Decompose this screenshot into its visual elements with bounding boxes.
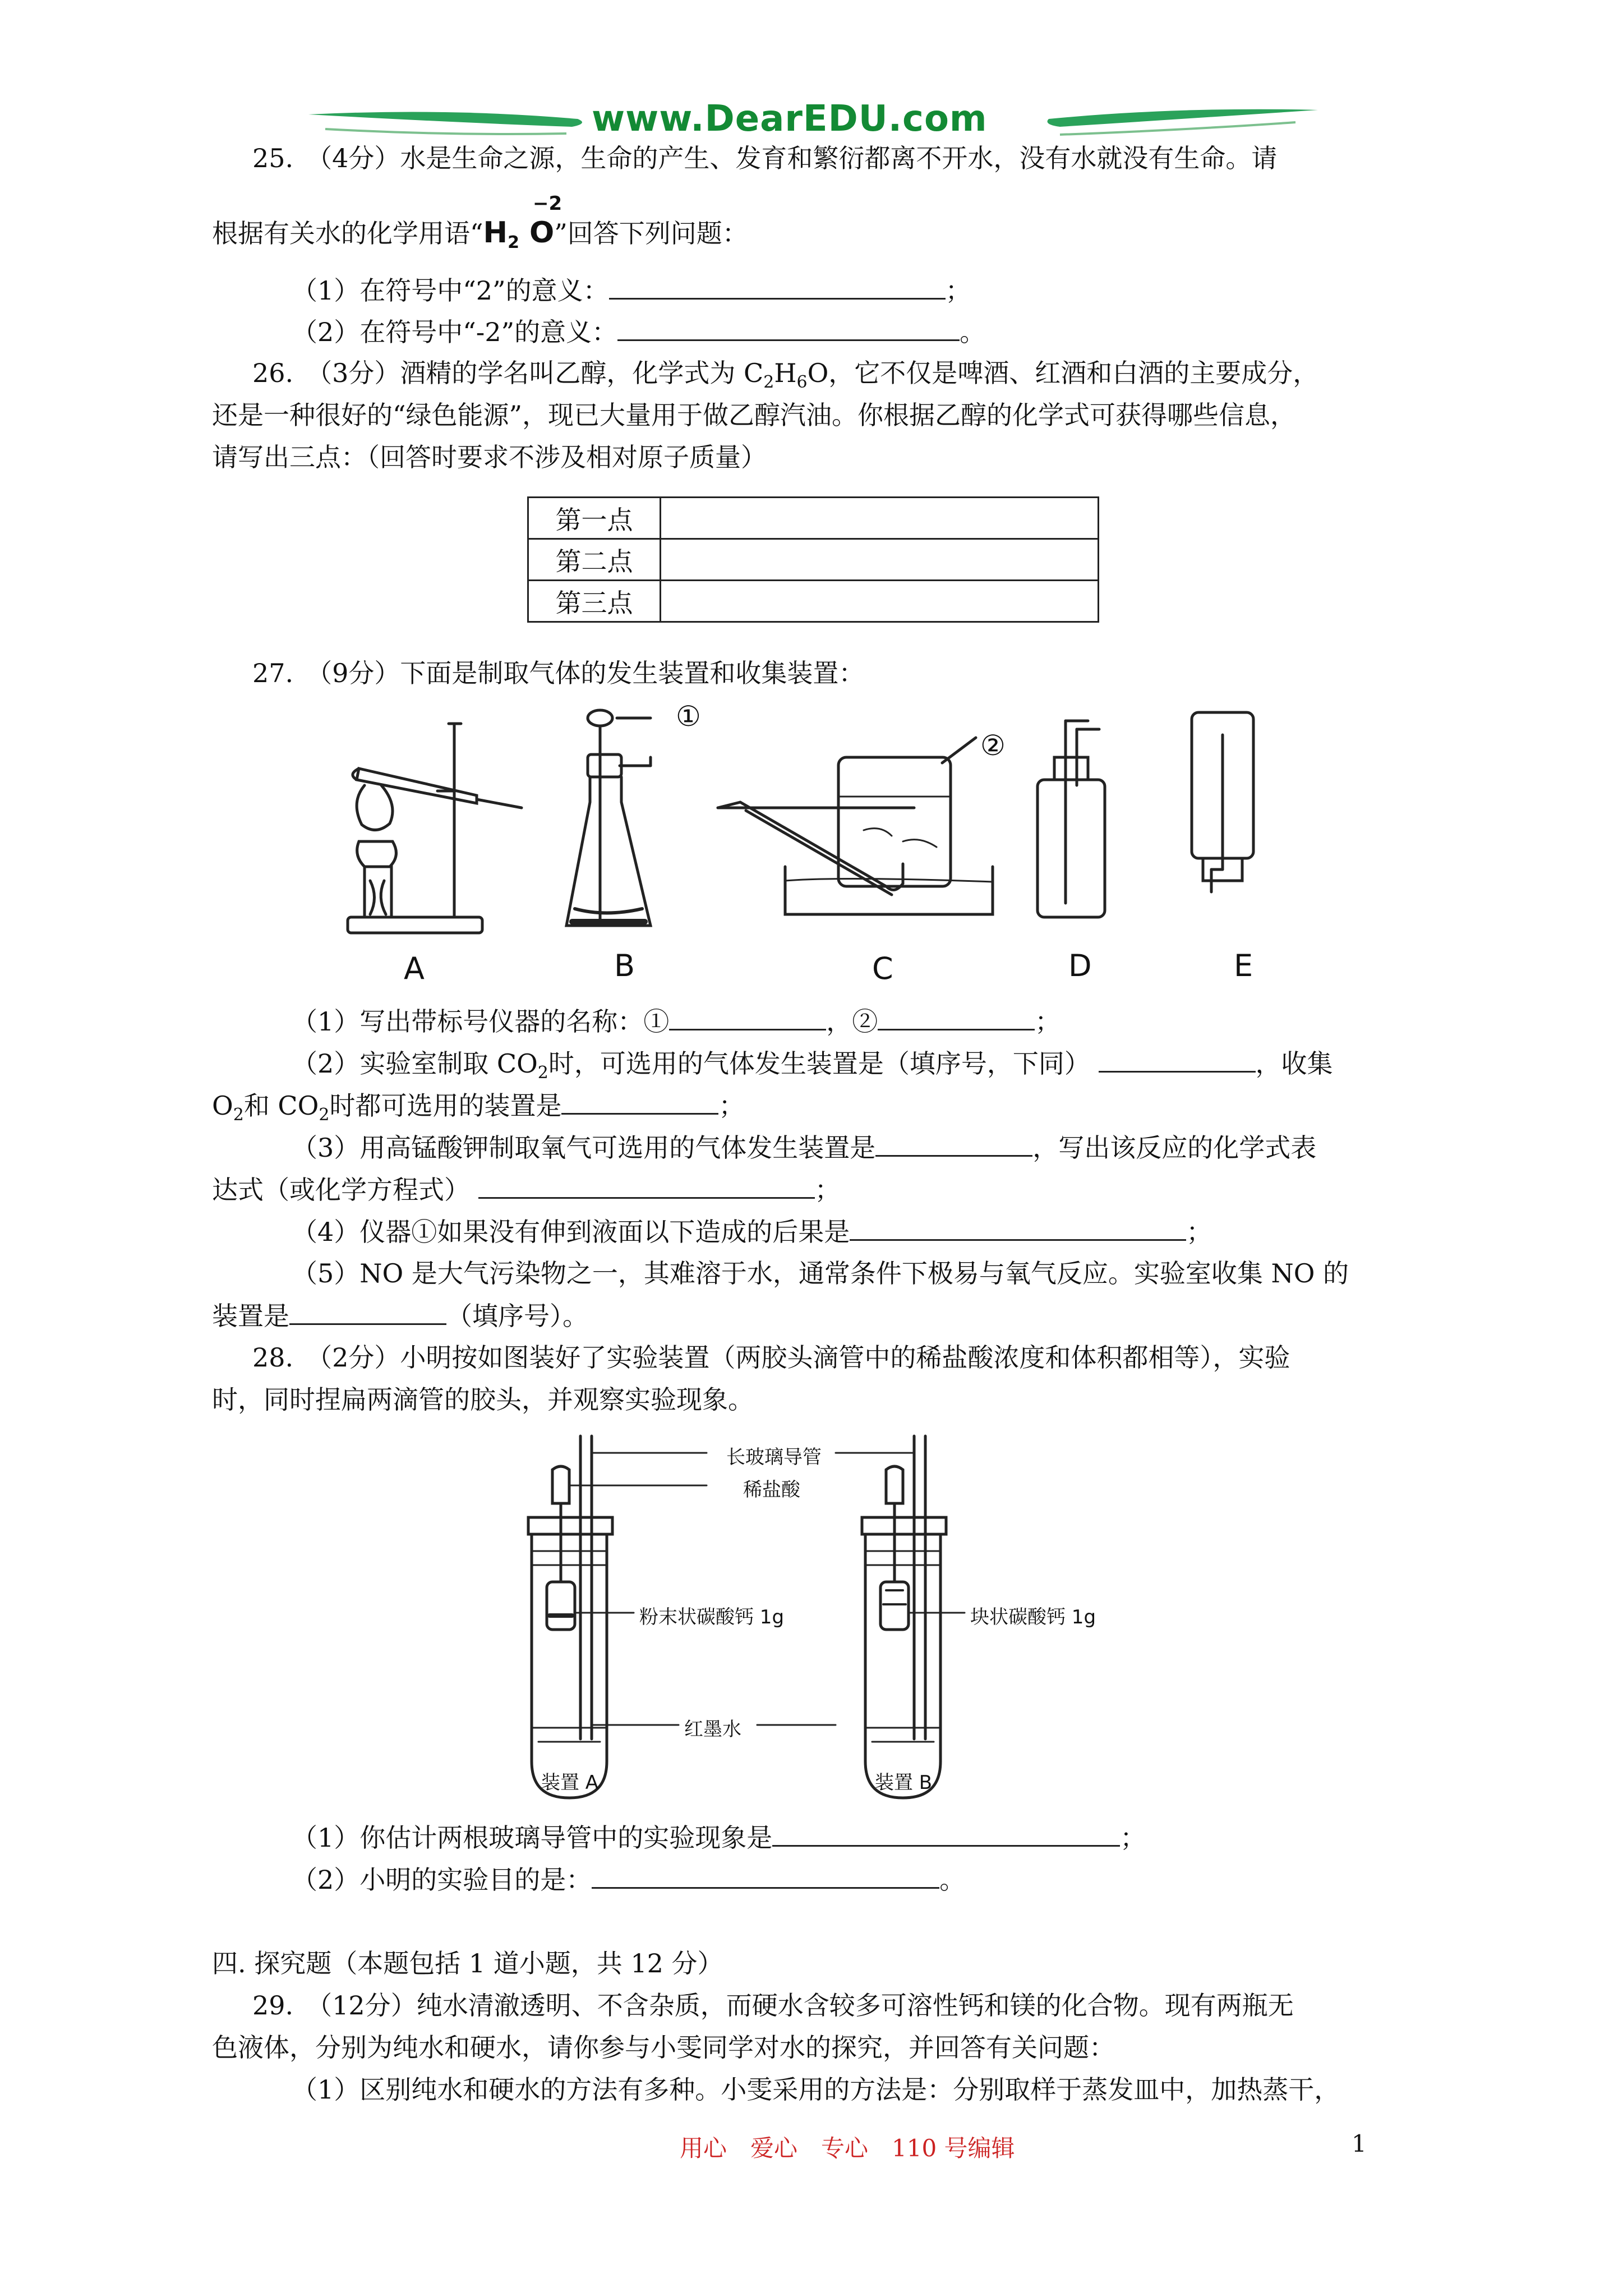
- apparatus-label-c: C: [872, 951, 893, 986]
- answer-blank[interactable]: [592, 1862, 939, 1889]
- table-row-label: 第一点: [528, 498, 661, 539]
- q27-sub2b: $O_2$和 $CO_2$时都可选用的装置是 ；: [212, 1088, 744, 1132]
- apparatus-b: [566, 710, 651, 926]
- answer-table: [527, 496, 1099, 623]
- apparatus-label-e: E: [1234, 948, 1253, 983]
- answer-blank[interactable]: [289, 1299, 446, 1325]
- q28-line1: 28. （2分）小明按如图装好了实验装置（两胶头滴管中的稀盐酸浓度和体积都相等），实验: [252, 1342, 1290, 1373]
- apparatus-label-a: A: [404, 951, 425, 986]
- q25-line2: 根据有关水的化学用语“$H_2$ −2 O”回答下列问题：: [212, 192, 748, 252]
- answer-cell[interactable]: [661, 498, 1099, 539]
- q25-sub2: （2）在符号中“-2”的意义： 。: [292, 315, 985, 349]
- q25-line1: 25. （4分）水是生命之源，生命的产生、发育和繁衍都离不开水，没有水就没有生命。请: [252, 143, 1278, 173]
- table-row-label: 第二点: [528, 539, 661, 581]
- label-dilute-acid: 稀盐酸: [743, 1479, 800, 1501]
- section4-title: 四. 探究题（本题包括 1 道小题，共 12 分）: [212, 1948, 723, 1978]
- q27-sub5: （5）NO 是大气污染物之一，其难溶于水，通常条件下极易与氧气反应。实验室收集 NO 的: [292, 1258, 1349, 1289]
- answer-blank[interactable]: [617, 315, 960, 341]
- answer-blank[interactable]: [878, 1004, 1035, 1030]
- q27-sub2: （2）实验室制取 $CO_2$时，可选用的气体发生装置是（填序号，下同） ，收集: [292, 1046, 1333, 1090]
- q27-sub5b: 装置是 （填序号）。: [212, 1299, 588, 1333]
- label-red-ink: 红墨水: [684, 1718, 741, 1741]
- device-b: [862, 1436, 946, 1798]
- apparatus-label-d: D: [1068, 948, 1092, 983]
- gas-apparatus-figure: [336, 701, 1290, 982]
- water-formula: $H_2$ −2 O: [483, 192, 562, 252]
- q27-sub3: （3）用高锰酸钾制取氧气可选用的气体发生装置是 ，写出该反应的化学式表: [292, 1130, 1316, 1165]
- q29-line3: （1）区别纯水和硬水的方法有多种。小雯采用的方法是：分别取样于蒸发皿中，加热蒸干，: [292, 2074, 1340, 2105]
- q29-line1: 29. （12分）纯水清澈透明、不含杂质，而硬水含较多可溶性钙和镁的化合物。现有两瓶无: [252, 1990, 1294, 2021]
- answer-cell[interactable]: [661, 581, 1099, 622]
- table-row: [528, 498, 1099, 539]
- answer-blank[interactable]: [609, 273, 946, 300]
- label-circle-1: ①: [676, 700, 701, 733]
- answer-blank[interactable]: [1099, 1046, 1256, 1073]
- q25-sub1: （1）在符号中“2”的意义： ；: [292, 273, 971, 307]
- footer-text: 用心 爱心 专心 110 号编辑: [680, 2134, 1015, 2162]
- table-row: [528, 539, 1099, 581]
- apparatus-label-b: B: [614, 948, 635, 983]
- table-row: [528, 581, 1099, 622]
- q27-sub1: （1）写出带标号仪器的名称：① ，② ；: [292, 1004, 1061, 1038]
- answer-blank[interactable]: [478, 1172, 815, 1199]
- site-logo-text: www.DearEDU.com: [592, 98, 988, 140]
- answer-blank[interactable]: [669, 1004, 826, 1030]
- q26-line2: 还是一种很好的“绿色能源”，现已大量用于做乙醇汽油。你根据乙醇的化学式可获得哪些信息，: [212, 400, 1297, 430]
- table-row-label: 第三点: [528, 581, 661, 622]
- q26-line1: 26. （3分）酒精的学名叫乙醇，化学式为 $C_2H_6O$，它不仅是啤酒、红酒和白酒的主要成分，: [252, 358, 1319, 392]
- label-device-a: 装置 A: [541, 1772, 599, 1794]
- q28-sub1: （1）你估计两根玻璃导管中的实验现象是 ；: [292, 1820, 1146, 1855]
- label-block-carbonate: 块状碳酸钙 1g: [970, 1606, 1096, 1628]
- q29-line2: 色液体，分别为纯水和硬水，请你参与小雯同学对水的探究，并回答有关问题：: [212, 2032, 1115, 2063]
- q27-line1: 27. （9分）下面是制取气体的发生装置和收集装置：: [252, 658, 865, 688]
- answer-blank[interactable]: [875, 1130, 1032, 1157]
- label-powder-carbonate: 粉末状碳酸钙 1g: [639, 1606, 785, 1628]
- q28-sub2: （2）小明的实验目的是： 。: [292, 1862, 965, 1897]
- page-number: 1: [1352, 2130, 1367, 2157]
- answer-cell[interactable]: [661, 539, 1099, 581]
- q26-line3: 请写出三点：（回答时要求不涉及相对原子质量）: [212, 442, 767, 472]
- answer-blank[interactable]: [772, 1820, 1120, 1847]
- q27-sub4: （4）仪器①如果没有伸到液面以下造成的后果是 ；: [292, 1214, 1212, 1249]
- device-a: [528, 1436, 612, 1798]
- label-circle-2: ②: [980, 729, 1006, 762]
- apparatus-a: [348, 724, 522, 933]
- answer-blank[interactable]: [850, 1214, 1186, 1241]
- q28-line2: 时，同时捏扁两滴管的胶头，并观察实验现象。: [212, 1384, 754, 1415]
- answer-blank[interactable]: [561, 1088, 718, 1115]
- apparatus-c: [718, 738, 993, 914]
- label-device-b: 装置 B: [875, 1772, 933, 1794]
- label-long-tube: 长玻璃导管: [726, 1446, 822, 1469]
- apparatus-d: [1038, 721, 1105, 917]
- apparatus-e: [1192, 712, 1253, 892]
- q27-sub3b: 达式（或化学方程式） ；: [212, 1172, 841, 1207]
